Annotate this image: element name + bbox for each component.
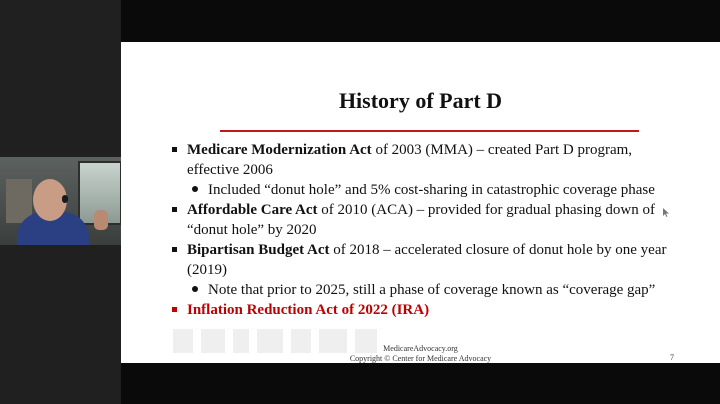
bullet-mma	[172, 140, 692, 180]
presenter-hand	[94, 210, 108, 230]
square-bullet-icon	[172, 207, 177, 212]
bullet-aca-bold: Affordable Care Act	[187, 202, 318, 218]
bullet-list	[172, 140, 692, 320]
bullet-mma-bold: Medicare Modernization Act	[187, 142, 372, 158]
bullet-ira-text: Inflation Reduction Act of 2022 (IRA)	[187, 302, 430, 318]
bullet-ira	[172, 300, 692, 320]
top-letterbox	[121, 0, 720, 42]
bullet-aca	[172, 200, 692, 240]
title-underline	[220, 130, 639, 132]
sub-bullet-coverage-gap	[172, 280, 692, 300]
square-bullet-icon	[172, 307, 177, 312]
presentation-slide[interactable]	[121, 42, 720, 363]
presenter-webcam-video[interactable]	[0, 157, 121, 245]
footer-copyright: Copyright © Center for Medicare Advocacy	[349, 354, 492, 363]
square-bullet-icon	[172, 247, 177, 252]
bullet-mma-continued: effective 2006	[187, 162, 273, 178]
mouse-cursor-icon	[663, 208, 669, 217]
sub-bullet-coverage-gap-text: Note that prior to 2025, still a phase of coverage known as “coverage gap”	[208, 282, 656, 298]
bottom-letterbox	[121, 363, 720, 404]
bullet-aca-continued: “donut hole” by 2020	[187, 222, 317, 238]
bullet-aca-text: of 2010 (ACA) – provided for gradual phasing down of	[317, 202, 655, 218]
square-bullet-icon	[172, 147, 177, 152]
bullet-bba-bold: Bipartisan Budget Act	[187, 242, 330, 258]
slide-title: History of Part D	[338, 88, 503, 113]
sub-bullet-donut-hole	[172, 180, 692, 200]
bullet-bba	[172, 240, 692, 280]
presenter-earbud	[62, 195, 68, 203]
bullet-mma-text: of 2003 (MMA) – created Part D program,	[371, 142, 633, 158]
bullet-bba-text: of 2018 – accelerated closure of donut hole by one year	[329, 242, 667, 258]
sub-bullet-donut-hole-text: Included “donut hole” and 5% cost-sharing in catastrophic coverage phase	[208, 182, 655, 198]
slide-number: 7	[670, 353, 674, 362]
round-bullet-icon	[192, 286, 198, 292]
round-bullet-icon	[192, 186, 198, 192]
footer-website: MedicareAdvocacy.org	[383, 344, 458, 353]
bullet-bba-continued: (2019)	[187, 262, 227, 278]
